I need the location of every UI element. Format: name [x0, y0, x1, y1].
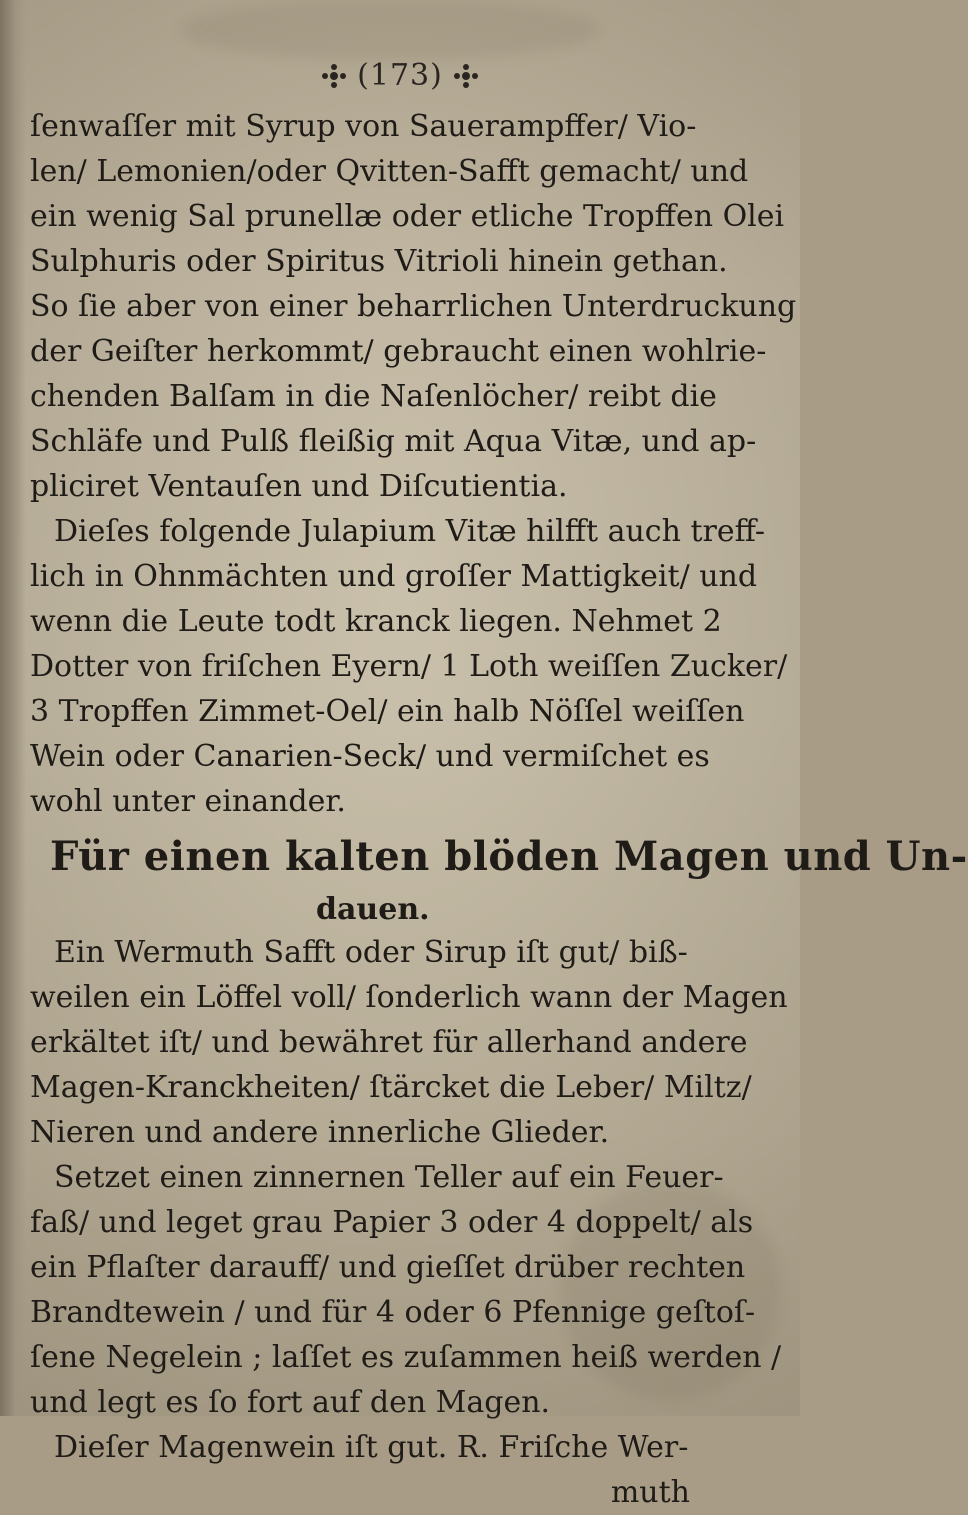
text-line: der Geiſter herkommt/ gebraucht einen wohlrie-	[30, 334, 767, 369]
text-line: Dieſer Magenwein iſt gut. R. Friſche Wer-	[54, 1430, 689, 1465]
page-text	[30, 104, 968, 1515]
text-line: Dotter von friſchen Eyern/ 1 Loth weiſſen Zucker/	[30, 649, 788, 684]
text-line: Setzet einen zinnernen Teller auf ein Feuer-	[54, 1160, 724, 1195]
text-line: Dieſes folgende Julapium Vitæ hilfft auch treff-	[54, 514, 765, 549]
text-line: und legt es ſo fort auf den Magen.	[30, 1385, 551, 1420]
text-line: lich in Ohnmächten und groſſer Mattigkeit/ und	[30, 559, 758, 594]
page-stain	[180, 0, 600, 60]
text-line: ein wenig Sal prunellæ oder etliche Tropffen Olei	[30, 199, 785, 234]
text-line: Schläfe und Pulß fleißig mit Aqua Vitæ, und ap-	[30, 424, 757, 459]
text-line: Ein Wermuth Safft oder Sirup iſt gut/ biß-	[54, 935, 688, 970]
text-line: ſenwaſſer mit Syrup von Sauerampffer/ Vio-	[30, 109, 697, 144]
text-line: Wein oder Canarien-Seck/ und vermiſchet es	[30, 739, 710, 774]
page-header	[0, 58, 800, 102]
text-line: ſene Negelein ; laſſet es zuſammen heiß werden /	[30, 1340, 782, 1375]
text-line: Magen-Kranckheiten/ ſtärcket die Leber/ Miltz/	[30, 1070, 752, 1105]
text-line: chenden Balſam in die Naſenlöcher/ reibt die	[30, 379, 717, 414]
floral-ornament-icon	[453, 63, 479, 89]
catchword: muth	[610, 1475, 690, 1510]
text-line: weilen ein Löffel voll/ ſonderlich wann der Magen	[30, 980, 788, 1015]
text-line: ein Pflaſter darauff/ und gieſſet drüber rechten	[30, 1250, 746, 1285]
text-line: Brandtewein / und für 4 oder 6 Pfennige geſtoſ-	[30, 1295, 756, 1330]
section-heading-continued: dauen.	[316, 892, 430, 927]
text-line: faß/ und leget grau Papier 3 oder 4 doppelt/ als	[30, 1205, 754, 1240]
text-line: Sulphuris oder Spiritus Vitrioli hinein gethan.	[30, 244, 728, 279]
text-line: len/ Lemonien/oder Qvitten-Safft gemacht/ und	[30, 154, 749, 189]
page-number: (173)	[357, 58, 443, 93]
floral-ornament-icon	[321, 63, 347, 89]
section-heading: Für einen kalten blöden Magen und Un-	[50, 833, 968, 880]
page-binding-edge	[0, 0, 26, 1416]
text-line: So ſie aber von einer beharrlichen Unterdruckung	[30, 289, 797, 324]
text-line: 3 Tropffen Zimmet-Oel/ ein halb Nöſſel weiſſen	[30, 694, 745, 729]
text-line: Nieren und andere innerliche Glieder.	[30, 1115, 610, 1150]
text-line: wohl unter einander.	[30, 784, 346, 819]
text-line: pliciret Ventauſen und Diſcutientia.	[30, 469, 568, 504]
text-line: erkältet iſt/ und bewähret für allerhand andere	[30, 1025, 748, 1060]
text-line: wenn die Leute todt kranck liegen. Nehmet 2	[30, 604, 722, 639]
